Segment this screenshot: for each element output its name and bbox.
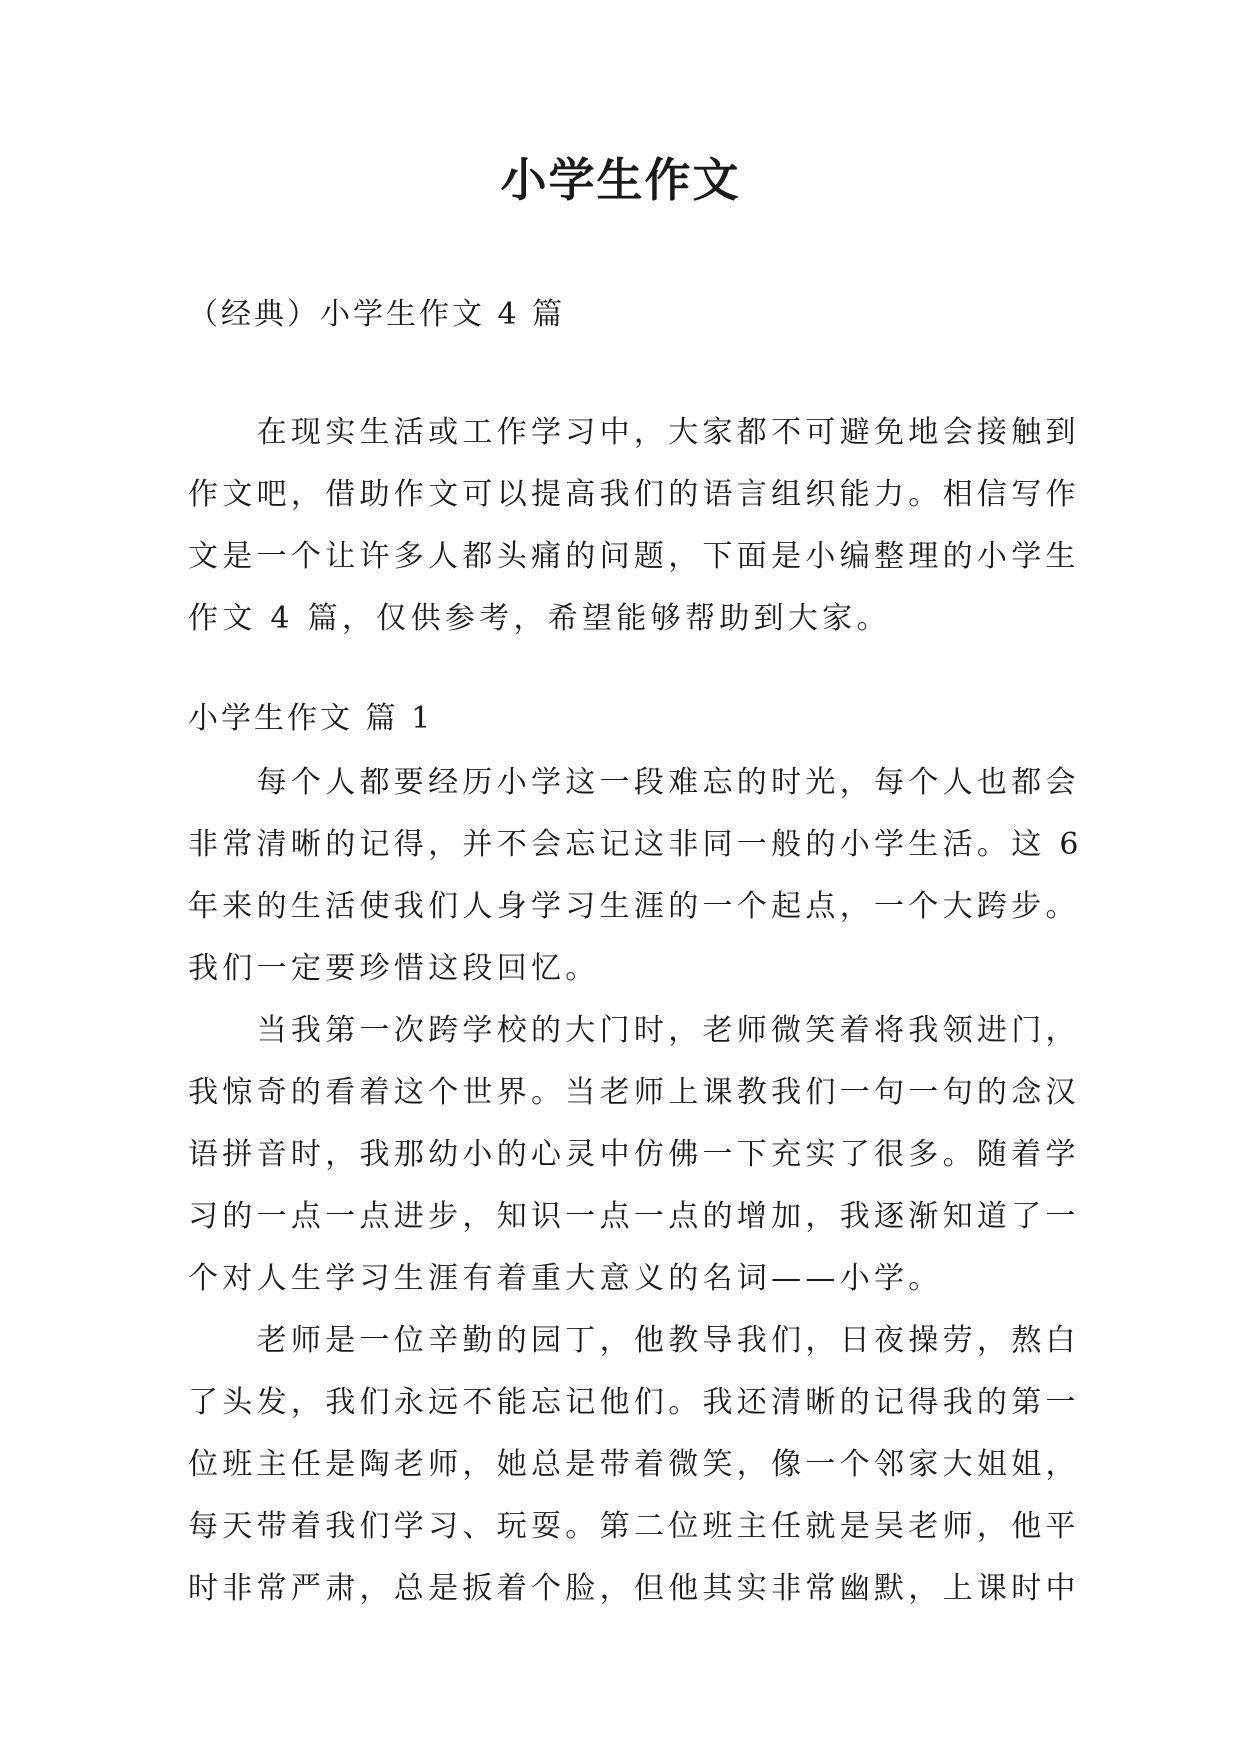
text-line: 了头发，我们永远不能忘记他们。我还清晰的记得我的第一 bbox=[188, 1385, 1080, 1420]
text-line: 当我第一次跨学校的大门时，老师微笑着将我领进门， bbox=[188, 1013, 1080, 1048]
text-line: 每天带着我们学习、玩耍。第二位班主任就是吴老师，他平 bbox=[188, 1509, 1080, 1544]
text-line: 作文 4 篇，仅供参考，希望能够帮助到大家。 bbox=[188, 601, 891, 636]
text-line: 我惊奇的看着这个世界。当老师上课教我们一句一句的念汉 bbox=[188, 1075, 1080, 1110]
text-line: 年来的生活使我们人身学习生涯的一个起点，一个大跨步。 bbox=[188, 889, 1080, 924]
body-paragraph bbox=[188, 1310, 1080, 1620]
document-title: 小学生作文 bbox=[500, 153, 741, 207]
text-line: 每个人都要经历小学这一段难忘的时光，每个人也都会 bbox=[188, 765, 1080, 800]
body-paragraph bbox=[188, 1000, 1080, 1310]
text-line: 在现实生活或工作学习中，大家都不可避免地会接触到 bbox=[188, 415, 1080, 450]
document-subtitle: （经典）小学生作文 4 篇 bbox=[188, 297, 566, 332]
text-line: 老师是一位辛勤的园丁，他教导我们，日夜操劳，熬白 bbox=[188, 1323, 1080, 1358]
body-paragraph bbox=[188, 752, 1083, 1000]
text-line: 我们一定要珍惜这段回忆。 bbox=[188, 951, 600, 986]
text-line: 非常清晰的记得，并不会忘记这非同一般的小学生活。这 6 bbox=[188, 827, 1083, 862]
text-line: 个对人生学习生涯有着重大意义的名词——小学。 bbox=[188, 1261, 943, 1296]
section-heading: 小学生作文 篇 1 bbox=[188, 701, 434, 736]
text-line: 语拼音时，我那幼小的心灵中仿佛一下充实了很多。随着学 bbox=[188, 1137, 1080, 1172]
intro-paragraph bbox=[188, 402, 1080, 650]
text-line: 位班主任是陶老师，她总是带着微笑，像一个邻家大姐姐， bbox=[188, 1447, 1080, 1482]
text-line: 时非常严肃，总是扳着个脸，但他其实非常幽默，上课时中 bbox=[188, 1571, 1080, 1606]
text-line: 习的一点一点进步，知识一点一点的增加，我逐渐知道了一 bbox=[188, 1199, 1080, 1234]
text-line: 文是一个让许多人都头痛的问题，下面是小编整理的小学生 bbox=[188, 539, 1080, 574]
text-line: 作文吧，借助作文可以提高我们的语言组织能力。相信写作 bbox=[188, 477, 1080, 512]
